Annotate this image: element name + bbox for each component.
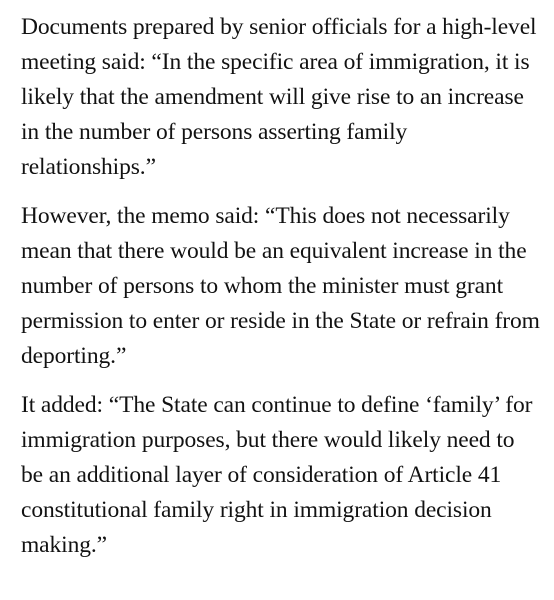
paragraph-officials-documents: Documents prepared by senior officials for a high-level meeting said: “In the specific area of immigration, it is likely that the amendment will give rise to an increase in the number of persons asserting family relationships.” bbox=[21, 14, 537, 180]
paragraph-state-added: It added: “The State can continue to define ‘family’ for immigration purposes, but there would likely need to be an additional layer of consideration of Article 41 constitutional family right in immigration decision making.” bbox=[21, 392, 533, 558]
paragraph-memo-quote: However, the memo said: “This does not necessarily mean that there would be an equivalent increase in the number of persons to whom the minister must grant permission to enter or reside in the State or refrain from deporting.” bbox=[21, 203, 540, 369]
